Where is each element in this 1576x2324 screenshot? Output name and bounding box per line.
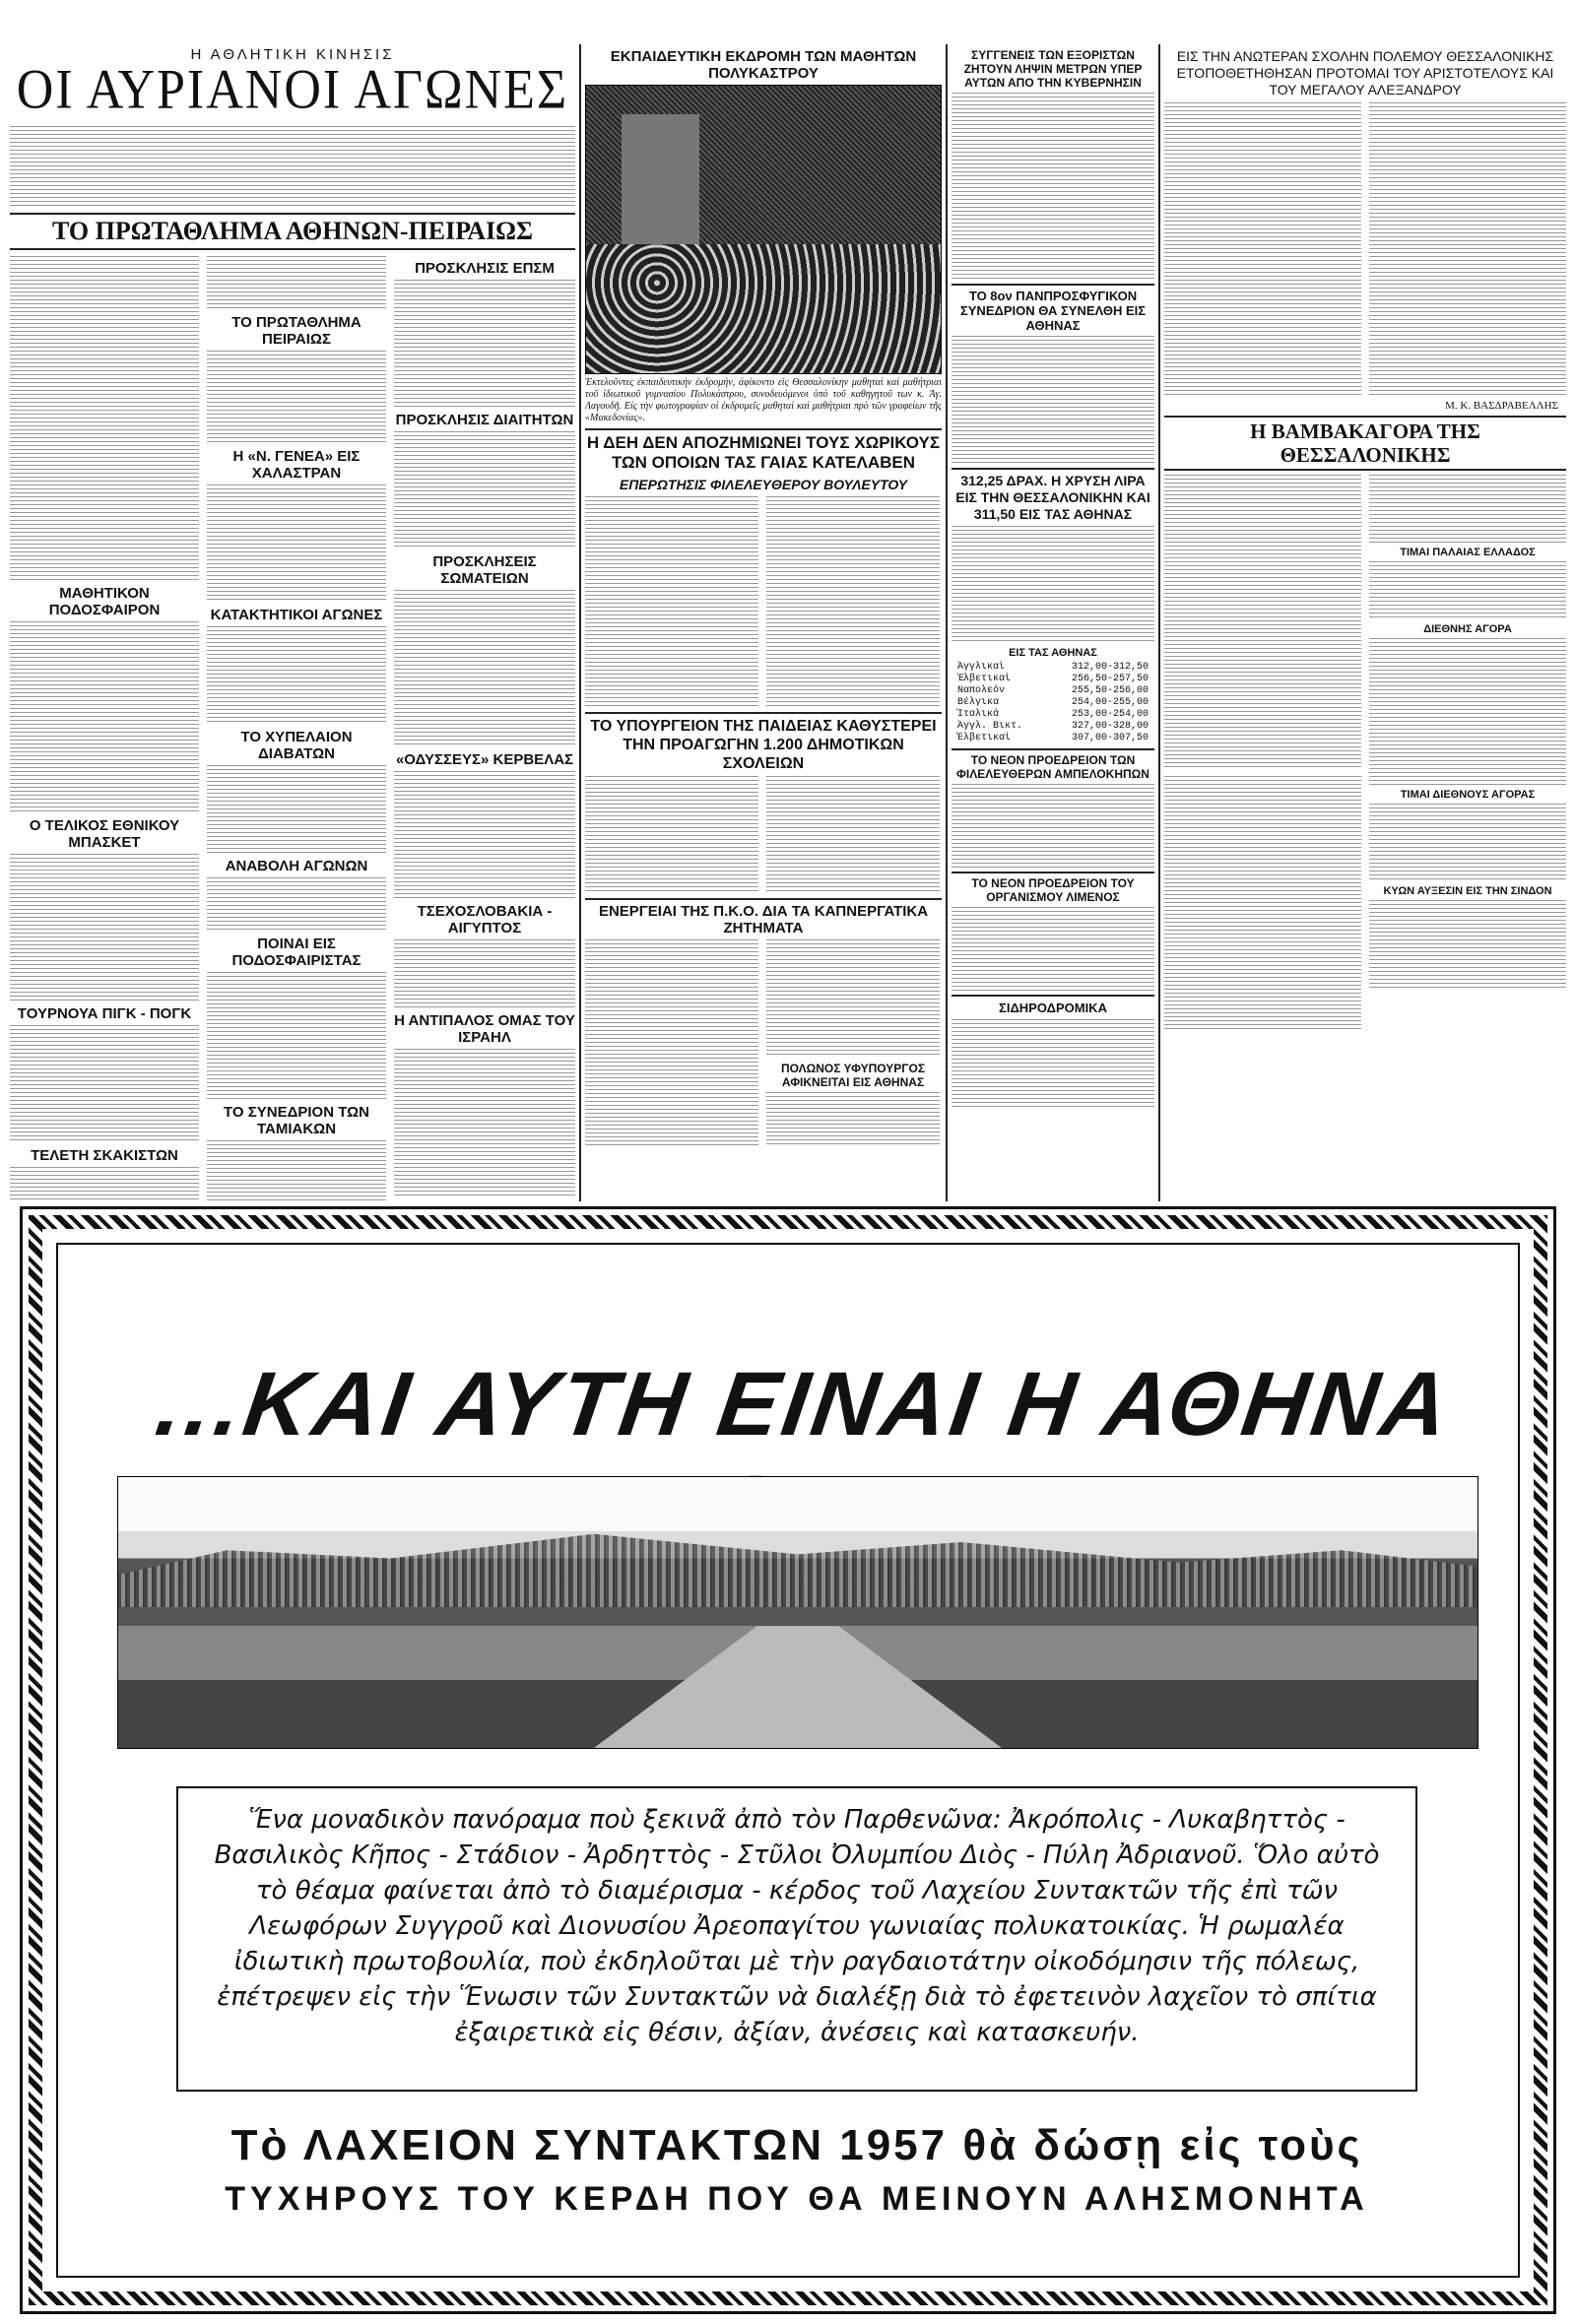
- busts-headline: ΕΙΣ ΤΗΝ ΑΝΩΤΕΡΑΝ ΣΧΟΛΗΝ ΠΟΛΕΜΟΥ ΘΕΣΣΑΛΟΝΙΚΗΣ ΕΤΟΠΟΘΕΤΗΘΗΣΑΝ ΠΡΟΤΟΜΑΙ ΤΟΥ ΑΡΙΣΤΟΤΕΛΟΥΣ ΚΑΙ ΤΟΥ ΜΕΓΑΛΟΥ ΑΛΕΞΑΝΔΡΟΥ: [1176, 48, 1554, 97]
- war-school-section: [1164, 44, 1566, 1201]
- article-text-block: [207, 972, 386, 1100]
- article-text-block: [766, 496, 940, 708]
- qualifying-games-head: ΚΑΤΑΚΤΗΤΙΚΟΙ ΑΓΩΝΕΣ: [210, 607, 383, 623]
- tobacco-article: [585, 939, 942, 1146]
- israel-opponent-head: Η ΑΝΤΙΠΑΛΟΣ ΟΜΑΣ ΤΟΥ ΙΣΡΑΗΛ: [394, 1012, 575, 1046]
- article-text-block: [207, 351, 386, 444]
- article-text-block: [207, 765, 386, 854]
- ad-slogan-line2: ΤΥΧΗΡΟΥΣ ΤΟΥ ΚΕΡΔΗ ΠΟΥ ΘΑ ΜΕΙΝΟΥΝ ΑΛΗΣΜΟΝΗΤΑ: [225, 2180, 1369, 2218]
- deh-article: [585, 496, 942, 708]
- sports-subcolumn: [207, 256, 386, 1201]
- cotton-subcolumn: [1164, 475, 1361, 1032]
- cotton-market-article: [1164, 475, 1566, 1032]
- article-text-block: [585, 776, 758, 894]
- article-text-block: [1369, 561, 1566, 620]
- old-greece-prices-head: ΤΙΜΑΙ ΠΑΛΑΙΑΣ ΕΛΛΑΔΟΣ: [1400, 547, 1536, 558]
- diavata-head: ΤΟ ΧΥΠΕΛΑΙΟΝ ΔΙΑΒΑΤΩΝ: [240, 729, 353, 762]
- railways-headline: ΣΙΔΗΡΟΔΡΟΜΙΚΑ: [952, 995, 1154, 1016]
- polish-minister-head: ΠΟΛΩΝΟΣ ΥΦΥΠΟΥΡΓΟΣ ΑΦΙΚΝΕΙΤΑΙ ΕΙΣ ΑΘΗΝΑΣ: [780, 1062, 926, 1089]
- lottery-advertisement: [20, 1206, 1556, 2314]
- article-text-block: [1164, 475, 1361, 770]
- students-photo: [585, 85, 942, 374]
- article-text-block: [207, 877, 386, 932]
- article-text-block: [207, 1140, 386, 1201]
- sports-headline: ΟΙ ΑΥΡΙΑΝΟΙ ΑΓΩΝΕΣ: [16, 59, 569, 121]
- sports-subcolumns: [10, 256, 575, 1201]
- athens-rates-label: ΕΙΣ ΤΑΣ ΑΘΗΝΑΣ: [1009, 647, 1097, 659]
- treasurers-congress-head: ΤΟ ΣΥΝΕΔΡΙΟΝ ΤΩΝ ΤΑΜΙΑΚΩΝ: [224, 1104, 369, 1137]
- photo-caption: Ἐκτελοῦντες ἐκπαιδευτικὴν ἐκδρομήν, ἀφίκοντο εἰς Θεσσαλονίκην μαθηταὶ καὶ μαθήτριαι τοῦ ἰδιωτικοῦ γυμνασίου Πολυκάστρου, συνοδευόμενοι ὑπὸ τοῦ καθηγητοῦ των κ. Ἀγ. Λαγουδῆ. Εἰς τὴν φωτογραφίαν οἱ ἐκδρομεῖς μαθηταὶ καὶ μαθήτριαι πρὸ τῶν γραφείων τῆς «Μακεδονίας».: [585, 377, 942, 423]
- article-text-block: [394, 1049, 575, 1196]
- city-skyline: [118, 1526, 1478, 1608]
- ad-text-box: [176, 1786, 1417, 2092]
- article-text-block: [10, 1025, 199, 1143]
- busts-article: [1164, 102, 1566, 398]
- column-rule: [1158, 44, 1160, 1201]
- rate-row: Ἐλβετικαὶ 307,00-307,50: [957, 733, 1149, 743]
- article-text-block: [766, 939, 940, 1058]
- article-text-block: [1164, 102, 1361, 398]
- piraeus-championship-head: ΤΟ ΠΡΩΤΑΘΛΗΜΑ ΠΕΙΡΑΙΩΣ: [231, 314, 361, 348]
- avenue: [594, 1626, 1002, 1748]
- article-text-block: [766, 1092, 940, 1146]
- article-text-block: [952, 784, 1154, 868]
- rate-row: Ἰταλικά 253,00-254,00: [957, 709, 1149, 720]
- deh-subheadline: ΕΠΕΡΩΤΗΣΙΣ ΦΙΛΕΛΕΥΘΕΡΟΥ ΒΟΥΛΕΥΤΟΥ: [619, 477, 908, 492]
- article-text-block: [394, 280, 575, 408]
- sindos-increase-head: ΚΥΩΝ ΑΥΞΕΣΙΝ ΕΙΣ ΤΗΝ ΣΙΝΔΟΝ: [1383, 885, 1552, 897]
- education-ministry-headline: ΤΟ ΥΠΟΥΡΓΕΙΟΝ ΤΗΣ ΠΑΙΔΕΙΑΣ ΚΑΘΥΣΤΕΡΕΙ ΤΗΝ ΠΡΟΑΓΩΓΗΝ 1.200 ΔΗΜΟΤΙΚΩΝ ΣΧΟΛΕΙΩΝ: [585, 712, 942, 773]
- article-text-block: [952, 93, 1154, 280]
- ad-body-text: Ἕνα μοναδικὸν πανόραμα ποὺ ξεκινᾶ ἀπὸ τὸν Παρθενῶνα: Ἀκρόπολις - Λυκαβηττὸς - Βασιλικὸς Κῆπος - Στάδιον - Ἀρδηττὸς - Στῦλοι Ὀλυμπίου Διὸς - Πύλη Ἀδριανοῦ. Ὅλο αὐτὸ τὸ θέαμα φαίνεται ἀπὸ τὸ διαμέρισμα - κέρδος τοῦ Λαχείου Συντακτῶν τῆς ἐπὶ τῶν Λεωφόρων Συγγροῦ καὶ Διονυσίου Ἀρεοπαγίτου γωνιαίας πολυκατοικίας. Ἡ ρωμαλέα ἰδιωτικὴ πρωτοβουλία, ποὺ ἐκδηλοῦται μὲ τὴν ραγδαιοτάτην οἰκοδόμησιν τῆς πόλεως, ἐπέτρεψεν εἰς τὴν Ἕνωσιν τῶν Συντακτῶν νὰ διαλέξῃ διὰ τὸ ἐφετεινὸν λαχεῖον τὸ σπίτια ἐξαιρετικὰ εἰς θέσιν, ἀξίαν, ἀνέσεις καὶ κατασκευήν.: [214, 1805, 1380, 2047]
- chess-ceremony-head: ΤΕΛΕΤΗ ΣΚΑΚΙΣΤΩΝ: [31, 1147, 178, 1164]
- international-prices-head: ΤΙΜΑΙ ΔΙΕΘΝΟΥΣ ΑΓΟΡΑΣ: [1400, 789, 1536, 801]
- czech-egypt-head: ΤΣΕΧΟΣΛΟΒΑΚΙΑ - ΑΙΓΥΠΤΟΣ: [417, 903, 553, 936]
- rate-row: Βέλγικα 254,00-255,00: [957, 697, 1149, 708]
- rate-row: Ἑλβετικαὶ 256,50-257,50: [957, 674, 1149, 684]
- article-text-block: [207, 626, 386, 725]
- tobacco-workers-headline: ΕΝΕΡΓΕΙΑΙ ΤΗΣ Π.Κ.Ο. ΔΙΑ ΤΑ ΚΑΠΝΕΡΓΑΤΙΚΑ ΖΗΤΗΜΑΤΑ: [585, 898, 942, 936]
- deh-headline: Η ΔΕΗ ΔΕΝ ΑΠΟΖΗΜΙΩΝΕΙ ΤΟΥΣ ΧΩΡΙΚΟΥΣ ΤΩΝ ΟΠΟΙΩΝ ΤΑΣ ΓΑΙΑΣ ΚΑΤΕΛΑΒΕΝ: [585, 428, 942, 473]
- article-text-block: [1369, 638, 1566, 786]
- article-text-block: [1369, 804, 1566, 882]
- excursion-section: [585, 44, 942, 1201]
- athens-panorama-photo: [117, 1476, 1478, 1749]
- port-authority-headline: ΤΟ ΝΕΟΝ ΠΡΟΕΔΡΕΙΟΝ ΤΟΥ ΟΡΓΑΝΙΣΜΟΥ ΛΙΜΕΝΟΣ: [952, 872, 1154, 904]
- championship-headline: ΤΟ ΠΡΩΤΑΘΛΗΜΑ ΑΘΗΝΩΝ-ΠΕΙΡΑΙΩΣ: [10, 213, 575, 250]
- article-text-block: [1369, 900, 1566, 989]
- epsm-invitation-head: ΠΡΟΣΚΛΗΣΙΣ ΕΠΣΜ: [415, 260, 555, 277]
- article-text-block: [394, 771, 575, 899]
- penalties-head: ΠΟΙΝΑΙ ΕΙΣ ΠΟΔΟΣΦΑΙΡΙΣΤΑΣ: [231, 936, 361, 969]
- cotton-market-headline: Η ΒΑΜΒΑΚΑΓΟΡΑ ΤΗΣ ΘΕΣΣΑΛΟΝΙΚΗΣ: [1164, 416, 1566, 471]
- rate-row: Ναπολεόν 255,50-256,00: [957, 685, 1149, 696]
- article-text-block: [10, 854, 199, 1001]
- tobacco-subcolumn: [766, 939, 940, 1146]
- column-rule: [946, 44, 948, 1201]
- column-rule: [579, 44, 581, 1201]
- sports-kicker: Η ΑΘΛΗΤΙΚΗ ΚΙΝΗΣΙΣ: [190, 46, 395, 63]
- article-text-block: [394, 431, 575, 549]
- referees-invitation-head: ΠΡΟΣΚΛΗΣΙΣ ΔΙΑΙΤΗΤΩΝ: [395, 412, 574, 428]
- ad-inner-frame: [56, 1243, 1520, 2278]
- gold-rates-table: [952, 662, 1154, 744]
- ampelokipoi-headline: ΤΟ ΝΕΟΝ ΠΡΟΕΔΡΕΙΟΝ ΤΩΝ ΦΙΛΕΛΕΥΘΕΡΩΝ ΑΜΠΕΛΟΚΗΠΩΝ: [952, 748, 1154, 781]
- student-football-head: ΜΑΘΗΤΙΚΟΝ ΠΟΔΟΣΦΑΙΡΟΝ: [48, 585, 161, 618]
- clubs-invitation-head: ΠΡΟΣΚΛΗΣΕΙΣ ΣΩΜΑΤΕΙΩΝ: [432, 553, 537, 587]
- article-text-block: [207, 484, 386, 603]
- article-text-block: [1369, 102, 1566, 398]
- article-text-block: [952, 1019, 1154, 1108]
- international-market-head: ΔΙΕΘΝΗΣ ΑΓΟΡΑ: [1423, 623, 1512, 635]
- students-group: [586, 244, 941, 373]
- ad-headline: ...ΚΑΙ ΑΥΤΗ ΕΙΝΑΙ Η ΑΘΗΝΑ: [150, 1354, 1459, 1454]
- gold-sovereign-headline: 312,25 ΔΡΑΧ. Η ΧΡΥΣΗ ΛΙΡΑ ΕΙΣ ΤΗΝ ΘΕΣΣΑΛΟΝΙΚΗΝ ΚΑΙ 311,50 ΕΙΣ ΤΑΣ ΑΘΗΝΑΣ: [952, 468, 1154, 523]
- odysseus-head: «ΟΔΥΣΣΕΥΣ» ΚΕΡΒΕΛΑΣ: [395, 751, 574, 768]
- rate-row: Ἀγγλικαὶ 312,00-312,50: [957, 662, 1149, 673]
- article-text-block: [766, 776, 940, 894]
- new-genea-head: Η «Ν. ΓΕΝΕΑ» ΕΙΣ ΧΑΛΑΣΤΡΑΝ: [232, 448, 361, 482]
- article-text-block: [207, 256, 386, 310]
- article-text-block: [585, 496, 758, 708]
- cotton-subcolumn: [1369, 475, 1566, 1032]
- ad-slogan-line1: Τὸ ΛΑΧΕΙΟΝ ΣΥΝΤΑΚΤΩΝ 1957 θὰ δώσῃ εἰς τοὺς: [230, 2121, 1363, 2169]
- exiles-headline: ΣΥΓΓΕΝΕΙΣ ΤΩΝ ΕΞΟΡΙΣΤΩΝ ΖΗΤΟΥΝ ΛΗΨΙΝ ΜΕΤΡΩΝ ΥΠΕΡ ΑΥΤΩΝ ΑΠΟ ΤΗΝ ΚΥΒΕΡΝΗΣΙΝ: [963, 48, 1143, 90]
- article-text-block: [952, 526, 1154, 644]
- article-text-block: [952, 907, 1154, 991]
- article-text-block: [952, 336, 1154, 464]
- excursion-headline: ΕΚΠΑΙΔΕΥΤΙΚΗ ΕΚΔΡΟΜΗ ΤΩΝ ΜΑΘΗΤΩΝ ΠΟΛΥΚΑΣΤΡΟΥ: [610, 48, 917, 82]
- article-text-block: [585, 939, 758, 1146]
- article-text-block: [1369, 475, 1566, 544]
- sports-subcolumn: [10, 256, 199, 1201]
- ping-pong-head: ΤΟΥΡΝΟΥΑ ΠΙΓΚ - ΠΟΓΚ: [17, 1005, 192, 1022]
- author-signature: Μ. Κ. ΒΑΣΔΡΑΒΕΛΛΗΣ: [1445, 400, 1558, 412]
- article-text-block: [10, 621, 199, 813]
- article-text-block: [394, 939, 575, 1008]
- article-text-block: [10, 126, 575, 207]
- ministry-article: [585, 776, 942, 894]
- basket-final-head: Ο ΤΕΛΙΚΟΣ ΕΘΝΙΚΟΥ ΜΠΑΣΚΕΤ: [29, 817, 180, 851]
- article-text-block: [10, 1167, 199, 1201]
- article-text-block: [394, 590, 575, 747]
- news-column: [952, 44, 1154, 1201]
- sports-section: [10, 44, 575, 1201]
- article-text-block: [1164, 776, 1361, 1032]
- sports-subcolumn: [394, 256, 575, 1201]
- article-text-block: [10, 256, 199, 581]
- refugee-congress-headline: ΤΟ 8ον ΠΑΝΠΡΟΣΦΥΓΙΚΟΝ ΣΥΝΕΔΡΙΟΝ ΘΑ ΣΥΝΕΛΘΗ ΕΙΣ ΑΘΗΝΑΣ: [952, 284, 1154, 333]
- rate-row: Ἀγγλ. Βικτ. 327,00-328,00: [957, 721, 1149, 732]
- postponement-head: ΑΝΑΒΟΛΗ ΑΓΩΝΩΝ: [225, 858, 368, 874]
